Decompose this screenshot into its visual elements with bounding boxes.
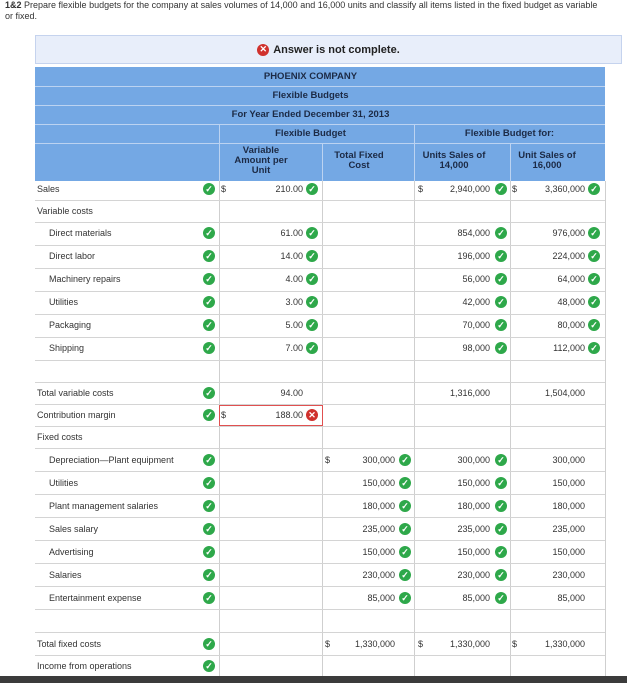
table-row xyxy=(35,563,605,587)
check-icon: ✓ xyxy=(495,250,507,262)
units-14000-input[interactable]: 42,000 xyxy=(462,297,490,307)
row-label: Utilities xyxy=(49,478,79,488)
check-icon: ✓ xyxy=(306,250,318,262)
total-fixed-input[interactable]: 85,000 xyxy=(367,593,395,603)
instructions-text: Prepare flexible budgets for the company at sales volumes of 14,000 and 16,000 units and classify all items listed in the fixed budget as variable or fixed. xyxy=(5,0,598,21)
units-16000-input[interactable]: 224,000 xyxy=(552,251,585,261)
check-icon: ✓ xyxy=(203,183,215,195)
check-icon: ✓ xyxy=(588,250,600,262)
check-icon: ✓ xyxy=(588,342,600,354)
check-icon: ✓ xyxy=(203,523,215,535)
check-icon: ✓ xyxy=(495,477,507,489)
row-label: Salaries xyxy=(49,570,82,580)
units-14000-input[interactable]: 150,000 xyxy=(457,547,490,557)
check-icon: ✓ xyxy=(203,387,215,399)
flexible-budget-for-header: Flexible Budget for: xyxy=(464,128,555,139)
check-icon: ✓ xyxy=(399,500,411,512)
check-icon: ✓ xyxy=(203,569,215,581)
variable-amount-input[interactable]: 14.00 xyxy=(280,251,303,261)
table-row: Sales ✓ $ 210.00 ✓ $ 2,940,000 ✓ $ 3,360,000 ✓ xyxy=(35,178,605,201)
check-icon: ✓ xyxy=(588,319,600,331)
check-icon: ✓ xyxy=(306,296,318,308)
units-16000-input[interactable]: 64,000 xyxy=(557,274,585,284)
units-16000-value: 85,000 xyxy=(557,593,585,603)
table-row xyxy=(35,426,605,449)
check-icon: ✓ xyxy=(203,477,215,489)
check-icon: ✓ xyxy=(399,592,411,604)
total-fixed-input[interactable]: 180,000 xyxy=(362,501,395,511)
check-icon: ✓ xyxy=(203,227,215,239)
variable-amount-input[interactable]: 3.00 xyxy=(285,297,303,307)
variable-amount-input[interactable]: 210.00 xyxy=(275,184,303,194)
section-label: Fixed costs xyxy=(37,432,83,442)
variable-amount-input[interactable]: 61.00 xyxy=(280,228,303,238)
check-icon: ✓ xyxy=(399,523,411,535)
check-icon: ✓ xyxy=(203,319,215,331)
total-fixed-input[interactable]: 235,000 xyxy=(362,524,395,534)
units-14000-value: 1,316,000 xyxy=(449,388,490,398)
units-14000-input[interactable]: 98,000 xyxy=(462,343,490,353)
variable-amount-value: 94.00 xyxy=(280,388,303,398)
check-icon: ✓ xyxy=(495,500,507,512)
row-label: Shipping xyxy=(49,343,85,353)
row-label: Utilities xyxy=(49,297,79,307)
check-icon: ✓ xyxy=(399,454,411,466)
variable-amount-input[interactable]: 7.00 xyxy=(285,343,303,353)
row-label: Income from operations xyxy=(37,661,132,671)
row-label: Advertising xyxy=(49,547,94,557)
variable-amount-input[interactable]: 4.00 xyxy=(285,274,303,284)
check-icon: ✓ xyxy=(495,569,507,581)
row-label: Sales salary xyxy=(49,524,99,534)
table-row xyxy=(35,609,605,633)
table-row xyxy=(35,494,605,518)
table-row xyxy=(35,471,605,495)
units-14000-input[interactable]: 2,940,000 xyxy=(449,184,490,194)
units-16000-value: 1,330,000 xyxy=(544,639,585,649)
row-label: Entertainment expense xyxy=(49,593,142,603)
table-row xyxy=(35,586,605,610)
check-icon: ✓ xyxy=(203,342,215,354)
instructions xyxy=(5,0,605,22)
units-16000-input[interactable]: 80,000 xyxy=(557,320,585,330)
check-icon: ✓ xyxy=(399,477,411,489)
check-icon: ✓ xyxy=(495,454,507,466)
check-icon: ✓ xyxy=(588,183,600,195)
check-icon: ✓ xyxy=(306,319,318,331)
total-fixed-input[interactable]: 150,000 xyxy=(362,547,395,557)
units-16000-input[interactable]: 3,360,000 xyxy=(544,184,585,194)
table-row xyxy=(35,540,605,564)
variable-amount-input[interactable]: 188.00 xyxy=(275,410,303,420)
units-16000-input[interactable]: 976,000 xyxy=(552,228,585,238)
units-14000-input[interactable]: 150,000 xyxy=(457,478,490,488)
table-row xyxy=(35,268,605,292)
check-icon: ✓ xyxy=(495,592,507,604)
units-16000-header: Unit Sales of 16,000 xyxy=(518,150,576,171)
check-icon: ✓ xyxy=(203,409,215,421)
row-label: Sales xyxy=(37,184,60,194)
company-name: PHOENIX COMPANY xyxy=(263,71,358,82)
table-row: Contribution margin ✓ $ 188.00 ✕ xyxy=(35,404,605,427)
check-icon: ✓ xyxy=(306,227,318,239)
table-row: Total fixed costs ✓ $ 1,330,000 $ 1,330,000 $ 1,330,000 xyxy=(35,632,605,656)
units-16000-value: 180,000 xyxy=(552,501,585,511)
check-icon: ✓ xyxy=(203,250,215,262)
check-icon: ✓ xyxy=(495,523,507,535)
units-16000-value: 230,000 xyxy=(552,570,585,580)
table-row xyxy=(35,337,605,361)
units-14000-input[interactable]: 854,000 xyxy=(457,228,490,238)
check-icon: ✓ xyxy=(588,227,600,239)
flexible-budget-header: Flexible Budget xyxy=(275,128,346,139)
units-14000-input[interactable]: 85,000 xyxy=(462,593,490,603)
table-row xyxy=(35,291,605,315)
variable-amount-input[interactable]: 5.00 xyxy=(285,320,303,330)
units-16000-input[interactable]: 112,000 xyxy=(553,343,585,353)
answer-status-text: Answer is not complete. xyxy=(273,43,400,56)
check-icon: ✓ xyxy=(588,273,600,285)
row-label: Total fixed costs xyxy=(37,639,102,649)
check-icon: ✓ xyxy=(203,592,215,604)
units-14000-input[interactable]: 196,000 xyxy=(457,251,490,261)
table-row xyxy=(35,360,605,383)
check-icon: ✓ xyxy=(399,569,411,581)
units-14000-input[interactable]: 230,000 xyxy=(457,570,490,580)
table-row xyxy=(35,517,605,541)
report-period: For Year Ended December 31, 2013 xyxy=(231,109,390,120)
units-16000-value: 1,504,000 xyxy=(544,388,585,398)
check-icon: ✓ xyxy=(203,546,215,558)
error-icon: ✕ xyxy=(257,44,269,56)
units-16000-value: 300,000 xyxy=(552,455,585,465)
instructions-number: 1&2 xyxy=(5,0,22,10)
check-icon: ✓ xyxy=(588,296,600,308)
check-icon: ✓ xyxy=(203,273,215,285)
units-14000-value: 1,330,000 xyxy=(449,639,490,649)
total-fixed-value: 1,330,000 xyxy=(354,639,395,649)
error-icon: ✕ xyxy=(306,409,318,421)
check-icon: ✓ xyxy=(203,454,215,466)
row-label: Depreciation—Plant equipment xyxy=(49,455,174,465)
table-row xyxy=(35,655,605,677)
units-14000-input[interactable]: 56,000 xyxy=(462,274,490,284)
check-icon: ✓ xyxy=(203,500,215,512)
check-icon: ✓ xyxy=(399,546,411,558)
units-14000-input[interactable]: 180,000 xyxy=(457,501,490,511)
check-icon: ✓ xyxy=(495,183,507,195)
report-title: Flexible Budgets xyxy=(272,90,349,101)
section-label: Variable costs xyxy=(37,206,93,216)
table-row xyxy=(35,314,605,338)
units-14000-input[interactable]: 300,000 xyxy=(457,455,490,465)
table-row xyxy=(35,222,605,246)
check-icon: ✓ xyxy=(495,546,507,558)
answer-status-banner xyxy=(35,35,622,64)
check-icon: ✓ xyxy=(306,342,318,354)
total-fixed-input[interactable]: 300,000 xyxy=(362,455,395,465)
row-label: Direct labor xyxy=(49,251,96,261)
check-icon: ✓ xyxy=(495,319,507,331)
units-16000-input[interactable]: 48,000 xyxy=(557,297,585,307)
total-fixed-input[interactable]: 230,000 xyxy=(362,570,395,580)
check-icon: ✓ xyxy=(203,638,215,650)
variable-amount-header: Variable Amount per Unit xyxy=(234,145,288,176)
check-icon: ✓ xyxy=(495,342,507,354)
row-label: Contribution margin xyxy=(37,410,116,420)
units-16000-value: 150,000 xyxy=(552,547,585,557)
row-label: Machinery repairs xyxy=(49,274,121,284)
check-icon: ✓ xyxy=(495,273,507,285)
total-fixed-input[interactable]: 150,000 xyxy=(362,478,395,488)
check-icon: ✓ xyxy=(495,227,507,239)
table-row: Depreciation—Plant equipment ✓ $ 300,000 ✓ 300,000 ✓ 300,000 xyxy=(35,448,605,472)
units-14000-input[interactable]: 70,000 xyxy=(462,320,490,330)
check-icon: ✓ xyxy=(203,296,215,308)
units-16000-value: 150,000 xyxy=(552,478,585,488)
row-label: Plant management salaries xyxy=(49,501,159,511)
table-row xyxy=(35,382,605,405)
units-14000-header: Units Sales of 14,000 xyxy=(422,150,486,171)
units-16000-value: 235,000 xyxy=(552,524,585,534)
table-row xyxy=(35,245,605,269)
check-icon: ✓ xyxy=(203,660,215,672)
units-14000-input[interactable]: 235,000 xyxy=(457,524,490,534)
check-icon: ✓ xyxy=(306,273,318,285)
row-label: Total variable costs xyxy=(37,388,114,398)
total-fixed-cost-header: Total Fixed Cost xyxy=(334,150,384,171)
row-label: Packaging xyxy=(49,320,92,330)
row-label: Direct materials xyxy=(49,228,112,238)
check-icon: ✓ xyxy=(495,296,507,308)
check-icon: ✓ xyxy=(306,183,318,195)
window-bottom-edge xyxy=(0,676,627,683)
table-row xyxy=(35,200,605,223)
